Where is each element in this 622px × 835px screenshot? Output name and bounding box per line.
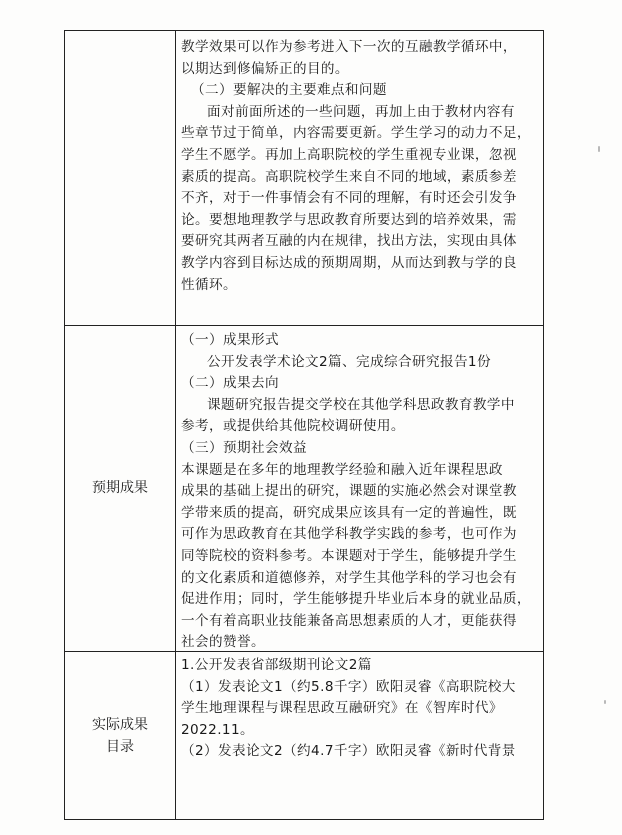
text-line: 要研究其两者互融的内在规律，找出方法，实现由具体 — [181, 233, 517, 250]
text-line: 教学内容到目标达成的预期周期，从而达到教与学的良 — [181, 254, 517, 271]
text-line: 学生地理课程与课程思政互融研究》在《智库时代》 — [181, 700, 503, 717]
text-line: 面对前面所述的一些问题，再加上由于教材内容有 — [207, 103, 515, 120]
actual-results-label-line1: 实际成果 — [92, 717, 148, 733]
text-line: 素质的提高。高职院校学生来自不同的地域，素质参差 — [181, 168, 517, 185]
text-line: 论。要想地理教学与思政教育所要达到的培养效果，需 — [181, 211, 517, 228]
text-line: 1.公开发表省部级期刊论文2篇 — [181, 657, 372, 673]
text-line: 成果的基础上提出的研究，课题的实施必然会对课堂教 — [181, 483, 517, 500]
expected-results-content — [181, 330, 533, 654]
subheading-form: （一）成果形式 — [181, 332, 279, 348]
subheading-difficulties: （二）要解决的主要难点和问题 — [191, 82, 387, 99]
text-line: 参考，或提供给其他院校调研使用。 — [181, 418, 405, 435]
scan-speck — [604, 700, 606, 704]
actual-results-content — [181, 655, 533, 763]
text-line: 以期达到修偏矫正的目的。 — [181, 60, 349, 77]
text-line: 学带来质的提高，研究成果应该具有一定的普遍性，既 — [181, 504, 517, 521]
text-line: 本课题是在多年的地理教学经验和融入近年课程思政 — [181, 461, 503, 478]
scan-speck — [598, 146, 600, 152]
text-line: 同等院校的资料参考。本课题对于学生，能够提升学生 — [181, 547, 517, 564]
form-table — [64, 30, 544, 820]
text-line: 可作为思政教育在其他学科教学实践的参考，也可作为 — [181, 526, 517, 543]
text-line: 2022.11。 — [181, 721, 255, 738]
text-line: 些章节过于简单，内容需要更新。学生学习的动力不足， — [181, 125, 531, 142]
actual-results-label-cell — [65, 651, 175, 821]
expected-results-label-cell — [65, 325, 175, 651]
text-line: （1）发表论文1（约5.8千字）欧阳灵睿《高职院校大 — [181, 678, 516, 695]
text-line: 一个有着高职业技能兼备高思想素质的人才，更能获得 — [181, 612, 517, 629]
text-line: 公开发表学术论文2篇、完成综合研究报告1份 — [207, 353, 491, 370]
text-line: 的文化素质和道德修养，对学生其他学科的学习也会有 — [181, 569, 517, 586]
text-line: 课题研究报告提交学校在其他学科思政教育教学中 — [207, 396, 515, 413]
subheading-social-benefit: （三）预期社会效益 — [181, 439, 307, 456]
column-divider — [175, 31, 176, 819]
continuation-text — [181, 37, 533, 296]
text-line: 社会的赞誉。 — [181, 634, 265, 651]
text-line: 学生不愿学。再加上高职院校的学生重视专业课，忽视 — [181, 146, 517, 163]
subheading-destination: （二）成果去向 — [181, 375, 279, 392]
text-line: 教学效果可以作为参考进入下一次的互融教学循环中， — [181, 39, 517, 55]
actual-results-label-line2: 目录 — [106, 739, 134, 755]
text-line: 性循环。 — [181, 276, 237, 293]
expected-results-label: 预期成果 — [92, 480, 148, 496]
text-line: （2）发表论文2（约4.7千字）欧阳灵睿《新时代背景 — [181, 743, 516, 760]
text-line: 不齐，对于一件事情会有不同的理解，有时还会引发争 — [181, 190, 517, 207]
text-line: 促进作用；同时，学生能够提升毕业后本身的就业品质， — [181, 591, 531, 608]
